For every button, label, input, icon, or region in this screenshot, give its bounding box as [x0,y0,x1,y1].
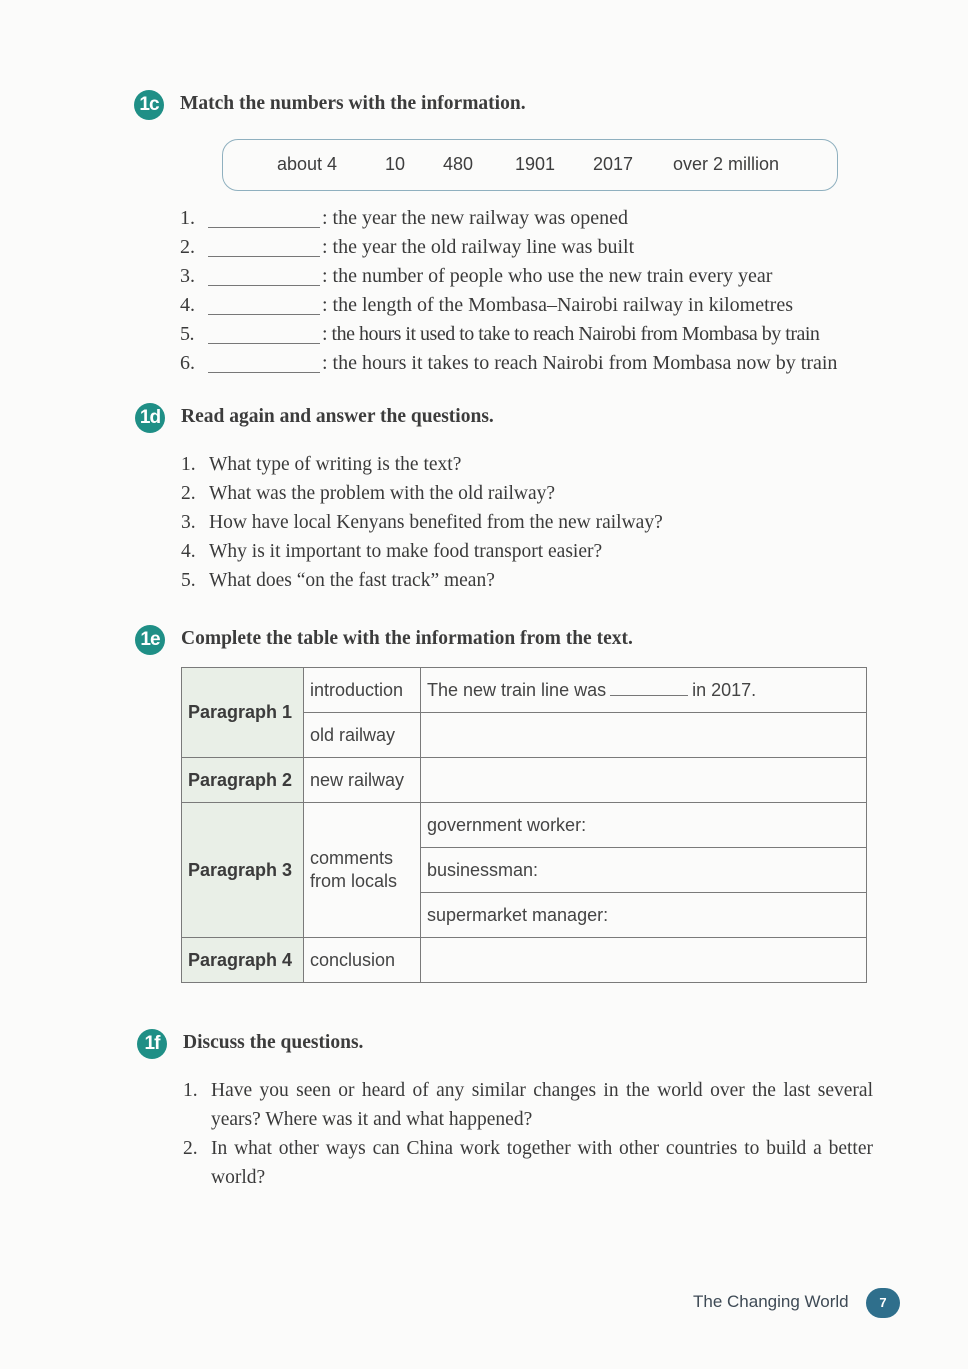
item-number: 2. [183,1138,198,1159]
topic-cell: introduction [304,668,421,713]
item-number: 5. [180,323,194,345]
question-item [181,541,602,563]
number-option: 2017 [593,154,634,174]
item-text: : the year the new railway was opened [322,207,628,229]
number-option: about 4 [277,154,338,174]
number-option: over 2 million [673,154,780,174]
item-number: 3. [180,265,195,287]
item-number: 1. [181,454,196,475]
paragraph-4-label: Paragraph 4 [182,938,304,983]
paragraph-3-label: Paragraph 3 [182,803,304,938]
topic-cell: new railway [304,758,421,803]
section-title-1f: Discuss the questions. [183,1032,364,1053]
detail-cell[interactable] [421,758,867,803]
section-badge-1c: 1c [134,90,164,120]
answer-blank[interactable] [208,227,320,228]
section-badge-1e: 1e [135,625,165,655]
answer-blank[interactable] [208,343,320,344]
item-text: What does “on the fast track” mean? [209,570,495,591]
answer-blank[interactable] [208,372,320,373]
paragraph-2-label: Paragraph 2 [182,758,304,803]
item-number: 1. [180,207,195,229]
item-number: 4. [180,294,195,316]
question-item [181,483,555,505]
item-text: : the number of people who use the new train every year [322,265,773,287]
detail-cell[interactable]: government worker: [421,803,867,848]
footer-title: The Changing World [693,1292,849,1311]
discussion-item [183,1076,873,1134]
item-text: Why is it important to make food transport easier? [209,541,603,562]
topic-cell: conclusion [304,938,421,983]
section-title-1d: Read again and answer the questions. [181,406,494,427]
topic-cell: comments from locals [304,803,421,938]
detail-text: in 2017. [692,679,757,700]
question-item [181,570,495,592]
topic-cell: old railway [304,713,421,758]
detail-cell[interactable] [421,938,867,983]
item-text: How have local Kenyans benefited from the new railway? [209,512,663,533]
item-text: : the year the old railway line was built [322,236,635,258]
question-item [181,512,663,534]
item-number: 1. [183,1080,198,1101]
item-number: 5. [181,570,196,591]
item-text: Have you seen or heard of any similar changes in the world over the last several years? Where was it and what happened? [211,1080,873,1130]
item-text: What was the problem with the old railway? [209,483,556,504]
page-number: 7 [866,1288,900,1318]
section-badge-1f: 1f [137,1029,167,1059]
number-option: 1901 [515,154,556,174]
detail-text: The new train line was [427,679,607,700]
section-title-1c: Match the numbers with the information. [180,93,526,114]
question-item [181,454,461,476]
answer-blank[interactable] [208,285,320,286]
item-text: : the hours it takes to reach Nairobi from Mombasa now by train [322,352,838,374]
paragraph-1-label: Paragraph 1 [182,668,304,758]
number-option: 10 [385,154,406,174]
answer-blank[interactable] [208,314,320,315]
detail-cell[interactable]: supermarket manager: [421,893,867,938]
detail-cell[interactable] [421,668,867,713]
number-option: 480 [443,154,474,174]
item-text: What type of writing is the text? [209,454,462,475]
detail-cell[interactable]: businessman: [421,848,867,893]
section-title-1e: Complete the table with the information from the text. [181,628,633,649]
item-text: : the hours it used to take to reach Nairobi from Mombasa by train [322,323,820,345]
item-number: 2. [180,236,195,258]
discussion-item [183,1134,873,1192]
section-badge-1d: 1d [135,403,165,433]
item-number: 6. [180,352,195,374]
detail-cell[interactable] [421,713,867,758]
item-number: 4. [181,541,196,562]
item-number: 3. [181,512,196,533]
item-text: In what other ways can China work together with other countries to build a better world? [211,1138,873,1188]
number-box [222,139,838,191]
item-number: 2. [181,483,196,504]
answer-blank[interactable] [208,256,320,257]
item-text: : the length of the Mombasa–Nairobi railway in kilometres [322,294,793,316]
paragraph-table [181,667,867,983]
answer-blank[interactable] [610,694,688,696]
